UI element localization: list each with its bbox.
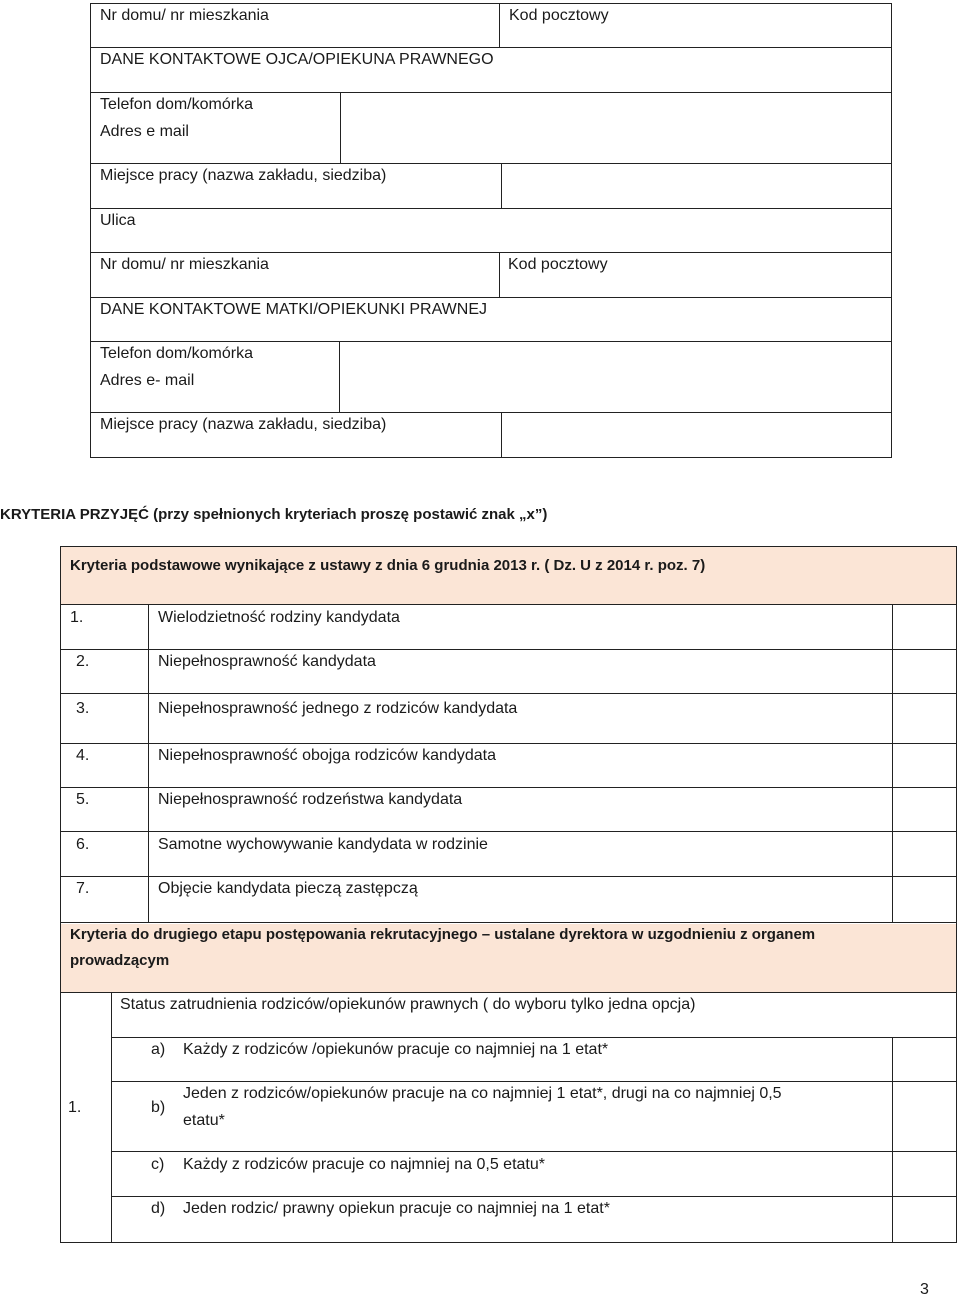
criterion-number: 6. <box>76 836 90 853</box>
criterion-label: Wielodzietność rodziny kandydata <box>158 609 400 626</box>
second-stage-header: Kryteria do drugiego etapu postępowania rekrutacyjnego – ustalane dyrektora w uzgodnieniu z organem <box>70 926 816 943</box>
criterion-checkbox[interactable] <box>893 605 956 649</box>
mother-phone-email-field[interactable] <box>340 342 891 412</box>
criterion-number: 2. <box>76 653 90 670</box>
criterion-checkbox[interactable] <box>893 650 956 693</box>
father-workplace-field[interactable] <box>502 164 891 208</box>
option-letter: d) <box>151 1200 166 1217</box>
criterion-label: Samotne wychowywanie kandydata w rodzinie <box>158 836 488 853</box>
father-phone-label: Telefon dom/komórka <box>100 96 253 113</box>
option-letter: a) <box>151 1041 166 1058</box>
father-postal-code-label-2: Kod pocztowy <box>508 256 608 273</box>
option-label-cont: etatu* <box>183 1112 225 1129</box>
father-house-number-field[interactable] <box>91 29 499 47</box>
criterion-checkbox[interactable] <box>893 788 956 831</box>
second-stage-header-cont: prowadzącym <box>70 952 170 969</box>
criterion-label: Objęcie kandydata pieczą zastępczą <box>158 880 418 897</box>
column-divider <box>111 992 112 1243</box>
criterion-label: Niepełnosprawność obojga rodziców kandydata <box>158 747 496 764</box>
father-street-field[interactable] <box>150 209 891 252</box>
page-number: 3 <box>920 1281 929 1298</box>
mother-workplace-label: Miejsce pracy (nazwa zakładu, siedziba) <box>100 416 387 433</box>
criterion-checkbox[interactable] <box>893 694 956 743</box>
criterion-number: 4. <box>76 747 90 764</box>
option-letter: c) <box>151 1156 165 1173</box>
father-workplace-label: Miejsce pracy (nazwa zakładu, siedziba) <box>100 167 387 184</box>
row-divider <box>60 693 957 694</box>
option-checkbox[interactable] <box>893 1197 956 1243</box>
mother-contact-header: DANE KONTAKTOWE MATKI/OPIEKUNKI PRAWNEJ <box>100 301 488 318</box>
option-label: Każdy z rodziców /opiekunów pracuje co najmniej na 1 etat* <box>183 1041 609 1058</box>
criterion-number: 1. <box>70 609 84 626</box>
criterion-number: 5. <box>76 791 90 808</box>
father-postal-code-field-2[interactable] <box>500 278 891 297</box>
second-stage-number: 1. <box>68 1099 82 1116</box>
mother-workplace-field[interactable] <box>502 413 891 458</box>
option-label: Jeden z rodziców/opiekunów pracuje na co najmniej 1 etat*, drugi na co najmniej 0,5 <box>183 1085 782 1102</box>
option-label: Każdy z rodziców pracuje co najmniej na 0,5 etatu* <box>183 1156 545 1173</box>
father-email-label: Adres e mail <box>100 123 189 140</box>
basic-criteria-header: Kryteria podstawowe wynikające z ustawy z dnia 6 grudnia 2013 r. ( Dz. U z 2014 r. poz. 7) <box>70 557 706 574</box>
postal-code-label: Kod pocztowy <box>509 7 609 24</box>
father-phone-email-field[interactable] <box>341 93 891 163</box>
option-label: Jeden rodzic/ prawny opiekun pracuje co najmniej na 1 etat* <box>183 1200 610 1217</box>
criterion-label: Niepełnosprawność rodzeństwa kandydata <box>158 791 463 808</box>
option-checkbox[interactable] <box>893 1082 956 1151</box>
employment-status-label: Status zatrudnienia rodziców/opiekunów prawnych ( do wyboru tylko jedna opcja) <box>120 996 696 1013</box>
father-house-number-field-2[interactable] <box>91 278 499 297</box>
criterion-number: 7. <box>76 880 90 897</box>
option-checkbox[interactable] <box>893 1038 956 1081</box>
criterion-label: Niepełnosprawność jednego z rodziców kandydata <box>158 700 518 717</box>
mother-email-label: Adres e- mail <box>100 372 195 389</box>
criterion-checkbox[interactable] <box>893 744 956 787</box>
option-letter: b) <box>151 1099 166 1116</box>
father-street-label: Ulica <box>100 212 136 229</box>
mother-phone-label: Telefon dom/komórka <box>100 345 253 362</box>
father-contact-header: DANE KONTAKTOWE OJCA/OPIEKUNA PRAWNEGO <box>100 51 494 68</box>
criterion-label: Niepełnosprawność kandydata <box>158 653 376 670</box>
father-house-number-label-2: Nr domu/ nr mieszkania <box>100 256 269 273</box>
criterion-checkbox[interactable] <box>893 832 956 876</box>
basic-criteria-table <box>60 546 957 923</box>
house-number-label: Nr domu/ nr mieszkania <box>100 7 269 24</box>
option-checkbox[interactable] <box>893 1152 956 1196</box>
criteria-title: KRYTERIA PRZYJĘĆ (przy spełnionych kryteriach proszę postawić znak „x”) <box>0 506 548 523</box>
column-divider <box>148 604 149 923</box>
father-postal-code-field[interactable] <box>500 29 891 47</box>
criterion-number: 3. <box>76 700 90 717</box>
criterion-checkbox[interactable] <box>893 877 956 923</box>
